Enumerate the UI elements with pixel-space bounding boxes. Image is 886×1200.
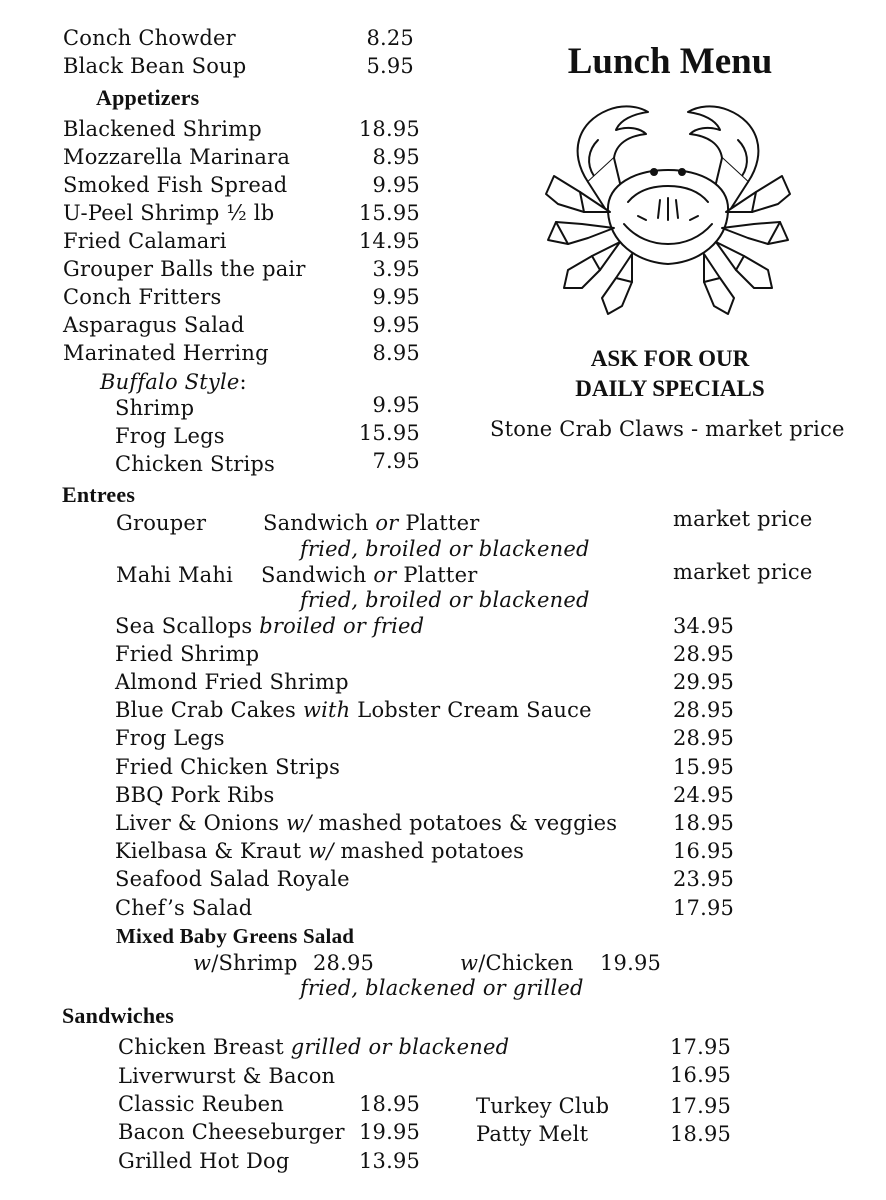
entree-grouper-price: market price <box>673 507 813 531</box>
appetizer-name: Fried Calamari <box>63 229 227 253</box>
entree-tail: Lobster Cream Sauce <box>357 698 592 722</box>
entree-price: 24.95 <box>673 783 735 807</box>
entree-mahi-name: Mahi Mahi <box>116 563 234 587</box>
sandwich-price: 17.95 <box>670 1094 732 1118</box>
entree-price: 18.95 <box>673 811 735 835</box>
sandwich-price: 13.95 <box>359 1149 421 1173</box>
greens-chicken-price: 19.95 <box>600 951 662 975</box>
menu-title: Lunch Menu <box>567 41 773 82</box>
sandwich-price: 19.95 <box>359 1120 421 1144</box>
entree-item <box>115 698 592 722</box>
specials-line1: ASK FOR OUR <box>590 346 750 371</box>
greens-shrimp-label: /Shrimp <box>211 951 298 975</box>
entree-price: 28.95 <box>673 642 735 666</box>
sandwich-name: Patty Melt <box>476 1122 589 1146</box>
entree-price: 29.95 <box>673 670 735 694</box>
entree-name: Blue Crab Cakes <box>115 698 297 722</box>
greens-shrimp-price: 28.95 <box>313 951 375 975</box>
entree-name: Sea Scallops <box>115 614 253 638</box>
entree-name: Kielbasa & Kraut <box>115 839 302 863</box>
w-prefix: w <box>460 951 479 975</box>
entree-name: Chef’s Salad <box>115 896 253 920</box>
entree-item <box>115 614 424 638</box>
appetizer-price: 9.95 <box>372 173 420 197</box>
option-b: Platter <box>405 511 480 535</box>
sandwich-price: 18.95 <box>670 1122 732 1146</box>
greens-chicken <box>460 951 574 975</box>
buffalo-item-name: Chicken Strips <box>115 452 276 476</box>
sandwich-name: Liverwurst & Bacon <box>118 1064 336 1088</box>
greens-chicken-label: /Chicken <box>478 951 574 975</box>
entree-price: 16.95 <box>673 839 735 863</box>
buffalo-style-label <box>100 370 247 394</box>
entree-price: 34.95 <box>673 614 735 638</box>
sandwich-name: Grilled Hot Dog <box>118 1149 290 1173</box>
entree-price: 15.95 <box>673 755 735 779</box>
buffalo-item-price: 9.95 <box>372 393 420 417</box>
appetizer-price: 9.95 <box>372 285 420 309</box>
entree-name: Fried Chicken Strips <box>115 755 341 779</box>
entree-grouper-options <box>263 511 479 535</box>
greens-prep: fried, blackened or grilled <box>300 976 584 1000</box>
appetizer-price: 15.95 <box>358 201 420 225</box>
soup-name: Black Bean Soup <box>63 54 247 78</box>
appetizer-name: Marinated Herring <box>63 341 269 365</box>
greens-shrimp <box>193 951 298 975</box>
buffalo-item-name: Frog Legs <box>115 424 225 448</box>
sandwiches-heading: Sandwiches <box>62 1003 175 1028</box>
appetizer-price: 18.95 <box>358 117 420 141</box>
option-b: Platter <box>403 563 478 587</box>
entree-price: 23.95 <box>673 867 735 891</box>
appetizer-name: Mozzarella Marinara <box>63 145 291 169</box>
appetizer-name: Grouper Balls the pair <box>63 257 306 281</box>
entree-name: Seafood Salad Royale <box>115 867 350 891</box>
appetizer-price: 14.95 <box>358 229 420 253</box>
appetizer-price: 8.95 <box>372 145 420 169</box>
entree-note: w/ <box>308 839 334 863</box>
buffalo-style-text: Buffalo Style <box>100 370 240 394</box>
sandwich-name: Classic Reuben <box>118 1092 284 1116</box>
entrees-heading: Entrees <box>62 482 136 507</box>
entree-name: BBQ Pork Ribs <box>115 783 275 807</box>
sandwich-price: 18.95 <box>359 1092 421 1116</box>
entree-price: 28.95 <box>673 698 735 722</box>
appetizers-heading: Appetizers <box>96 85 200 110</box>
entree-item <box>115 811 617 835</box>
specials-line2: DAILY SPECIALS <box>575 376 765 401</box>
sandwich-name: Bacon Cheeseburger <box>118 1120 345 1144</box>
option-a: Sandwich <box>261 563 367 587</box>
appetizer-price: 3.95 <box>372 257 420 281</box>
entree-name: Almond Fried Shrimp <box>115 670 349 694</box>
sandwich-name: Turkey Club <box>476 1094 610 1118</box>
entree-grouper-prep: fried, broiled or blackened <box>300 537 590 561</box>
entree-tail: mashed potatoes <box>340 839 525 863</box>
stone-crab-claws: Stone Crab Claws - market price <box>490 417 845 441</box>
appetizer-price: 8.95 <box>372 341 420 365</box>
entree-name: Frog Legs <box>115 726 225 750</box>
soup-price: 5.95 <box>366 54 414 78</box>
entree-grouper-name: Grouper <box>116 511 207 535</box>
entree-price: 28.95 <box>673 726 735 750</box>
buffalo-item-price: 15.95 <box>358 421 420 445</box>
entree-mahi-prep: fried, broiled or blackened <box>300 588 590 612</box>
or-word: or <box>375 511 399 535</box>
soup-name: Conch Chowder <box>63 26 236 50</box>
buffalo-style-colon: : <box>239 370 247 394</box>
entree-note: with <box>302 698 351 722</box>
buffalo-item-price: 7.95 <box>372 449 420 473</box>
entree-mahi-options <box>261 563 477 587</box>
option-a: Sandwich <box>263 511 369 535</box>
sandwich-item <box>118 1035 509 1059</box>
appetizer-price: 9.95 <box>372 313 420 337</box>
appetizer-name: U-Peel Shrimp ½ lb <box>63 201 275 225</box>
greens-heading: Mixed Baby Greens Salad <box>116 924 355 948</box>
appetizer-name: Smoked Fish Spread <box>63 173 288 197</box>
entree-name: Liver & Onions <box>115 811 280 835</box>
entree-name: Fried Shrimp <box>115 642 260 666</box>
appetizer-name: Conch Fritters <box>63 285 222 309</box>
w-prefix: w <box>193 951 212 975</box>
sandwich-note: grilled or blackened <box>290 1035 510 1059</box>
entree-note: w/ <box>286 811 312 835</box>
appetizer-name: Blackened Shrimp <box>63 117 262 141</box>
crab-illustration <box>528 92 808 322</box>
entree-tail: mashed potatoes & veggies <box>318 811 618 835</box>
soup-price: 8.25 <box>366 26 414 50</box>
sandwich-price: 17.95 <box>670 1035 732 1059</box>
sandwich-price: 16.95 <box>670 1063 732 1087</box>
buffalo-item-name: Shrimp <box>115 396 195 420</box>
entree-price: 17.95 <box>673 896 735 920</box>
or-word: or <box>373 563 397 587</box>
entree-item <box>115 839 524 863</box>
entree-note: broiled or fried <box>259 614 425 638</box>
sandwich-name: Chicken Breast <box>118 1035 284 1059</box>
entree-mahi-price: market price <box>673 560 813 584</box>
appetizer-name: Asparagus Salad <box>63 313 245 337</box>
